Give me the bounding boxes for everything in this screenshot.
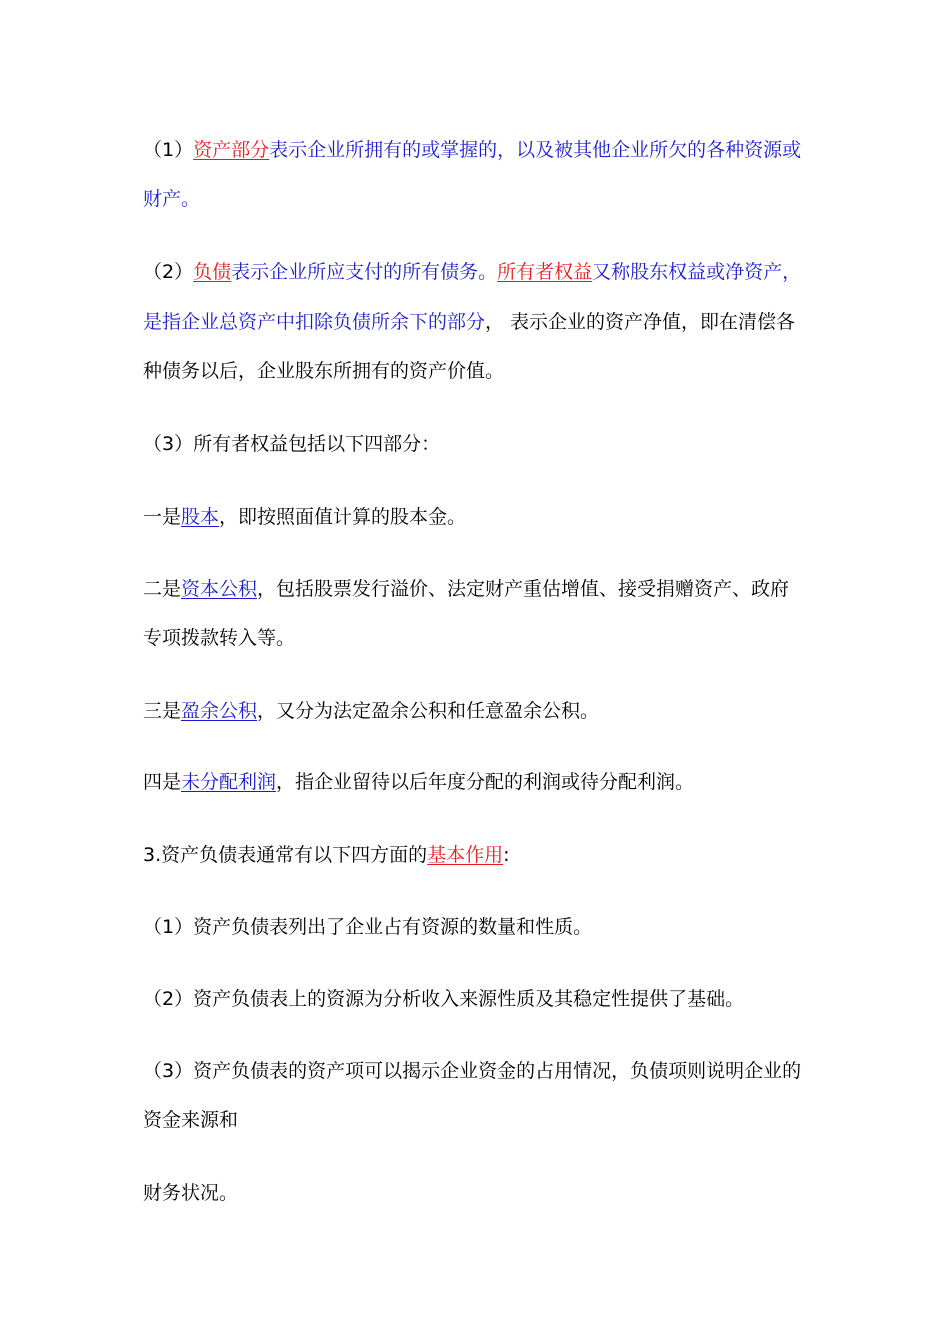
section3-rest: : (503, 844, 510, 866)
item4-rest: ，指企业留待以后年度分配的利润或待分配利润。 (276, 771, 695, 793)
p3-line: （3）所有者权益包括以下四部分： (143, 433, 441, 455)
item1-line (143, 505, 466, 529)
link-owners-equity[interactable]: 所有者权益 (497, 261, 593, 283)
r3-line2: 资金来源和 (143, 1109, 239, 1131)
link-surplus-reserve[interactable]: 盈余公积 (181, 700, 258, 722)
item4-line (143, 770, 694, 794)
p2-line2 (143, 310, 795, 334)
item2-line1 (143, 577, 789, 601)
item2-line2: 专项拨款转入等。 (143, 627, 296, 649)
item4-lead: 四是 (143, 771, 182, 793)
p2-line1-rest: 又称股东权益或净资产， (592, 261, 802, 283)
p1-line1 (143, 138, 801, 162)
item1-rest: ，即按照面值计算的股本金。 (219, 506, 467, 528)
r3-line3: 财务状况。 (143, 1182, 239, 1204)
link-liabilities[interactable]: 负债 (193, 261, 232, 283)
p2-line2-blue: 是指企业总资产中扣除负债所余下的部分 (143, 311, 486, 333)
r2-line: （2）资产负债表上的资源为分析收入来源性质及其稳定性提供了基础。 (143, 988, 745, 1010)
link-retained-earnings[interactable]: 未分配利润 (181, 771, 277, 793)
r1-line: （1）资产负债表列出了企业占有资源的数量和性质。 (143, 916, 593, 938)
p2-prefix: （2） (143, 261, 194, 283)
p2-line1-mid: 表示企业所应支付的所有债务。 (231, 261, 498, 283)
p2-line2-rest: ， 表示企业的资产净值，即在清偿各 (485, 311, 796, 333)
p1-line2: 财产。 (143, 188, 201, 210)
item2-rest: ，包括股票发行溢价、法定财产重估增值、接受捐赠资产、政府 (257, 578, 790, 600)
link-basic-function[interactable]: 基本作用 (427, 844, 504, 866)
item3-rest: ，又分为法定盈余公积和任意盈余公积。 (257, 700, 600, 722)
item3-lead: 三是 (143, 700, 182, 722)
link-share-capital[interactable]: 股本 (181, 506, 220, 528)
p2-line3: 种债务以后，企业股东所拥有的资产价值。 (143, 360, 505, 382)
item2-lead: 二是 (143, 578, 182, 600)
section3-line (143, 843, 510, 867)
item1-lead: 一是 (143, 506, 182, 528)
link-capital-reserve[interactable]: 资本公积 (181, 578, 258, 600)
r3-line1: （3）资产负债表的资产项可以揭示企业资金的占用情况，负债项则说明企业的 (143, 1060, 802, 1082)
p1-line1-text: 表示企业所拥有的或掌握的，以及被其他企业所欠的各种资源或 (269, 139, 802, 161)
p2-line1 (143, 260, 801, 284)
item3-line (143, 699, 599, 723)
link-asset-section[interactable]: 资产部分 (193, 139, 270, 161)
section3-lead: 3.资产负债表通常有以下四方面的 (143, 844, 428, 866)
p1-prefix: （1） (143, 139, 194, 161)
